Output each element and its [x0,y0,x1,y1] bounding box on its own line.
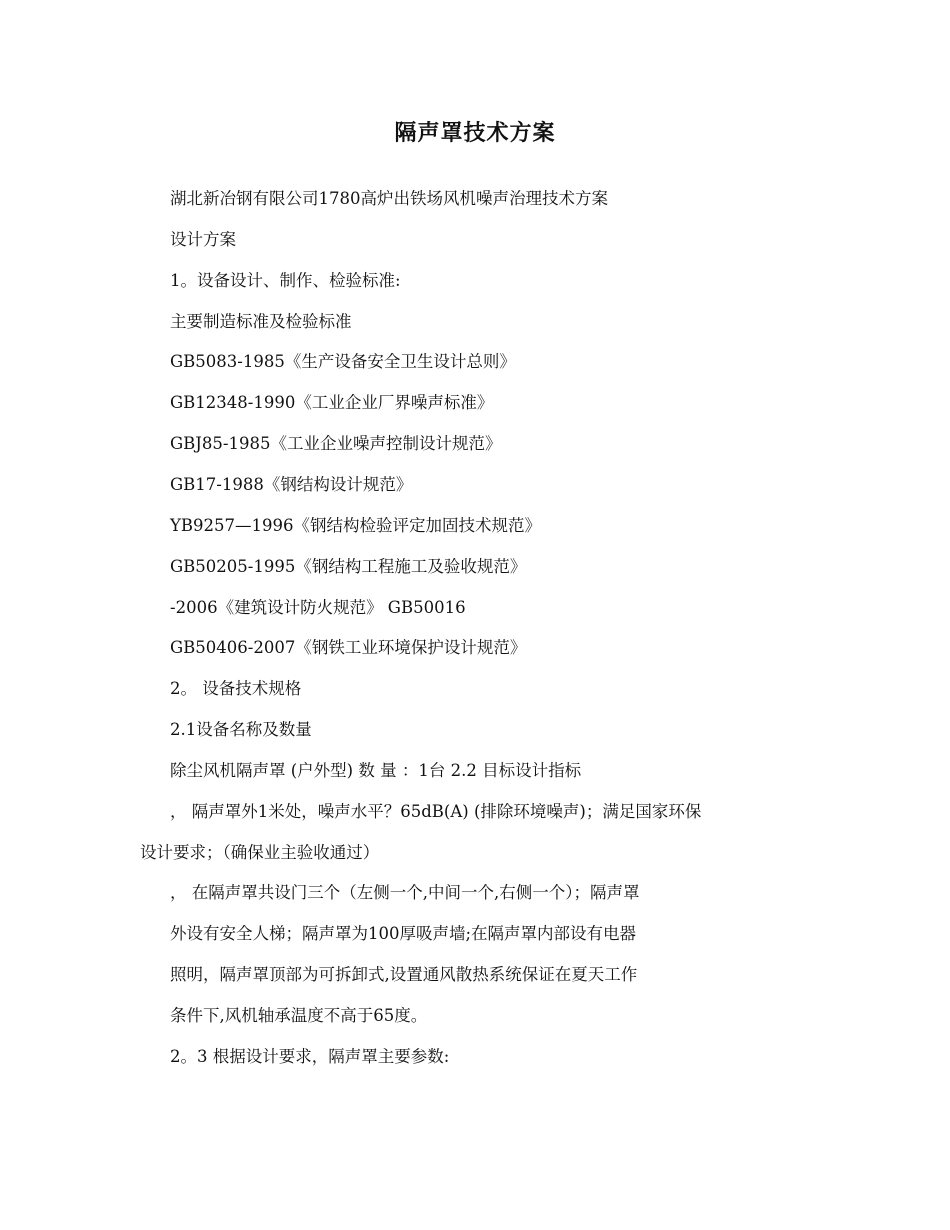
standard-item: -2006《建筑设计防火规范》 GB50016 [170,598,466,617]
subsection-heading-parameters: 2。3 根据设计要求，隔声罩主要参数: [170,1047,450,1066]
section-heading-standards: 1。设备设计、制作、检验标准: [170,271,401,290]
equipment-line: 除尘风机隔声罩 (户外型) 数 量 ：1台 2.2 目标设计指标 [170,761,582,780]
paragraph-line: 外设有安全人梯；隔声罩为100厚吸声墙;在隔声罩内部设有电器 [170,924,637,943]
paragraph-line: 照明，隔声罩顶部为可拆卸式,设置通风散热系统保证在夏天工作 [170,965,638,984]
standard-item: GBJ85-1985《工业企业噪声控制设计规范》 [170,434,502,453]
standard-item: GB50406-2007《钢铁工业环境保护设计规范》 [170,638,527,657]
section-heading-specs: 2。 设备技术规格 [170,679,302,698]
paragraph-line: 设计要求；（确保业主验收通过） [140,843,380,862]
paragraph-line: ， 在隔声罩共设门三个（左侧一个,中间一个,右侧一个）；隔声罩 [170,883,640,902]
subsection-heading-equipment: 2.1设备名称及数量 [170,720,312,739]
standard-item: GB12348-1990《工业企业厂界噪声标准》 [170,393,494,412]
section-heading-design: 设计方案 [170,230,236,249]
standard-item: GB17-1988《钢结构设计规范》 [170,475,413,494]
paragraph-line: ， 隔声罩外1米处，噪声水平？65dB(A) (排除环境噪声)；满足国家环保 [170,802,702,821]
document-title: 隔声罩技术方案 [394,121,556,146]
standard-item: YB9257—1996《钢结构检验评定加固技术规范》 [170,516,542,535]
paragraph-line: 条件下,风机轴承温度不高于65度。 [170,1006,428,1025]
standard-item: GB50205-1995《钢结构工程施工及验收规范》 [170,557,527,576]
standards-subheading: 主要制造标准及检验标准 [170,312,352,331]
standard-item: GB5083-1985《生产设备安全卫生设计总则》 [170,352,516,371]
project-name-line: 湖北新冶钢有限公司1780高炉出铁场风机噪声治理技术方案 [170,189,608,208]
